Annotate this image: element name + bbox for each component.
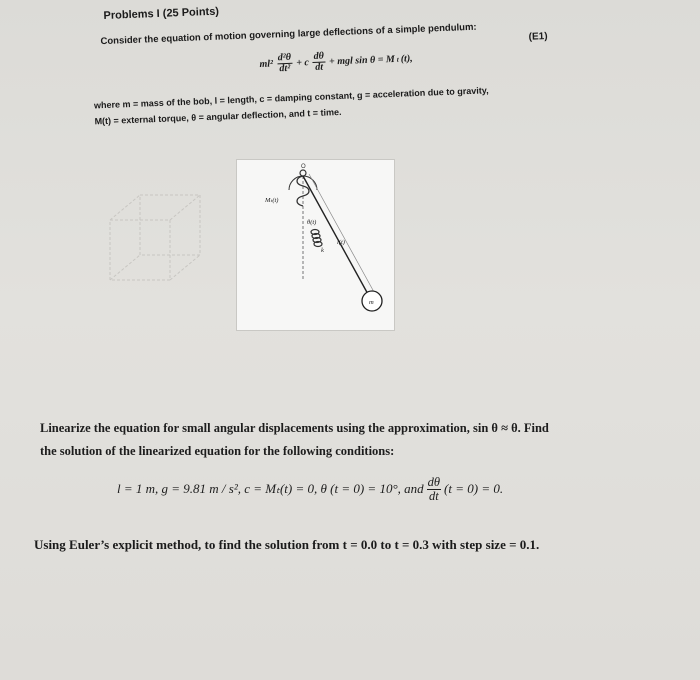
eq-frac-den: dt (315, 61, 324, 73)
problem-title: Problems I (25 Points) (103, 5, 220, 23)
conditions-derivative (427, 476, 441, 502)
eq-damping: + c (296, 57, 310, 69)
torque-label: Mₜ(t) (265, 197, 279, 204)
equation-e1 (259, 48, 413, 75)
eq-second-derivative (277, 53, 293, 75)
mass-label: m (369, 299, 374, 306)
theta-label: θ(t) (307, 219, 317, 226)
euler-instruction: Using Euler’s explicit method, to find the solution from t = 0.0 to t = 0.3 with step size = 0.1. (34, 537, 540, 552)
eq-rest-sub: t (396, 55, 399, 64)
conditions-end: (t = 0) = 0. (444, 481, 504, 496)
definitions-line-1: where m = mass of the bob, l = length, c = damping constant, g = acceleration due to gravity, (93, 85, 489, 111)
eq-frac-den: dt² (279, 62, 291, 75)
pendulum-svg (237, 160, 394, 330)
linearize-line-2: the solution of the linearized equation for the following conditions: (40, 444, 395, 458)
conditions-frac-num: dθ (427, 475, 441, 489)
eq-coef: ml² (259, 58, 274, 71)
definitions (94, 82, 490, 129)
torsion-spring-icon (311, 230, 322, 247)
pendulum-diagram (237, 160, 394, 330)
eq-frac-num: d²θ (277, 51, 292, 64)
pivot-label: O (301, 164, 306, 170)
eq-rest: + mgl sin θ = M (328, 53, 396, 68)
intro-text: Consider the equation of motion governing large deflections of a simple pendulum: (100, 21, 477, 48)
eq-rest-end: (t), (400, 53, 413, 65)
eq-first-derivative (312, 52, 325, 73)
pivot-icon (300, 170, 306, 176)
definitions-line-2: M(t) = external torque, θ = angular deflection, and t = time. (94, 106, 342, 127)
conditions-main: l = 1 m, g = 9.81 m / s², c = Mₜ(t) = 0, θ (t = 0) = 10°, and (117, 481, 424, 496)
k-label: k (321, 247, 324, 254)
equation-label: (E1) (528, 30, 548, 43)
conditions-frac-den: dt (428, 488, 439, 503)
eq-frac-num: dθ (313, 50, 325, 62)
bleed-through-cube (100, 180, 220, 300)
pendulum-rod (303, 176, 369, 296)
initial-conditions (117, 476, 503, 502)
header-block (0, 0, 700, 150)
linearize-line-1: Linearize the equation for small angular displacements using the approximation, sin θ ≈ θ. Find (40, 421, 549, 435)
length-label: l(t) (337, 239, 345, 246)
